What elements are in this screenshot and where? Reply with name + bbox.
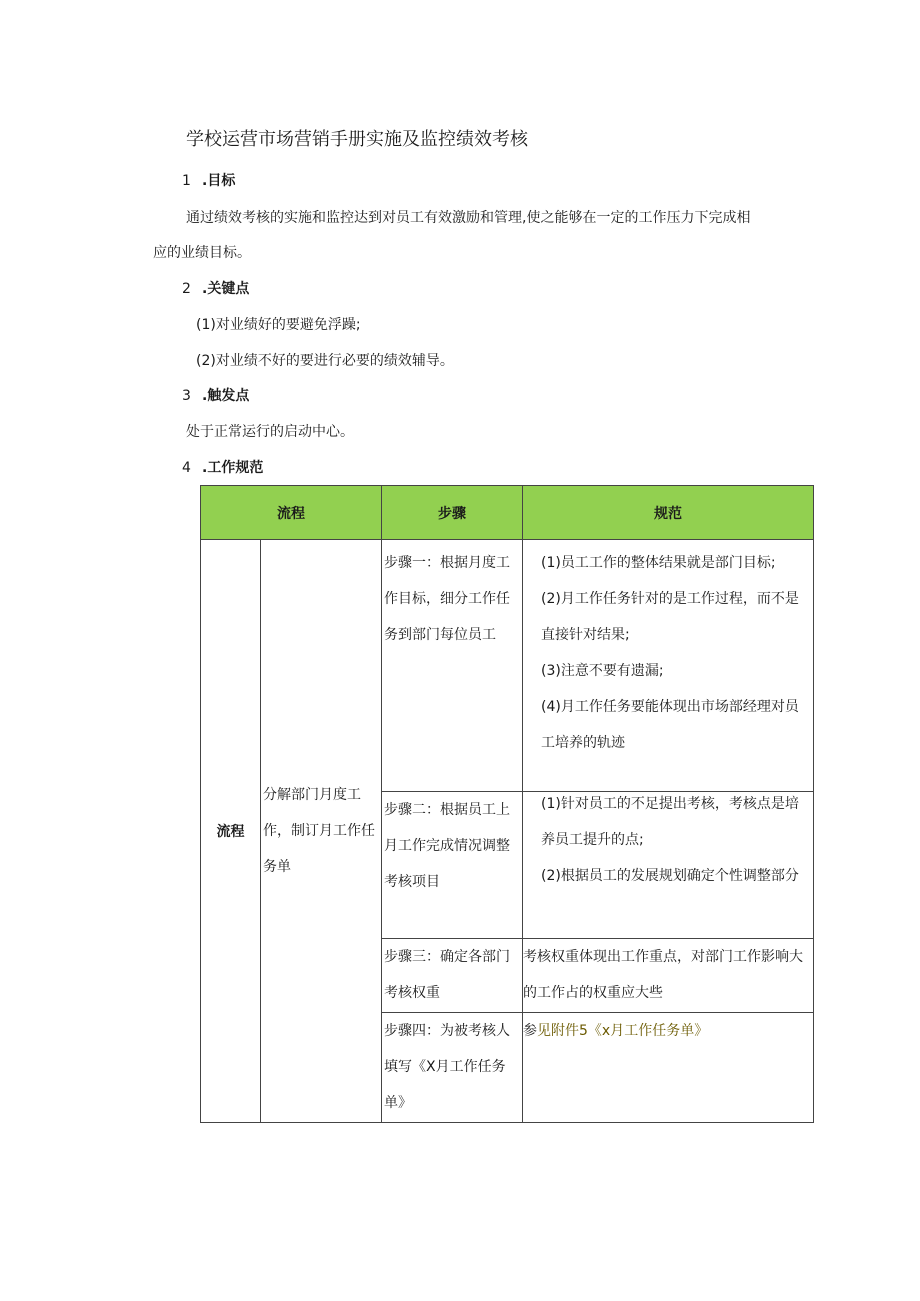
flow-sub-text: 分解部门月度工作，制订月工作任务单 (263, 787, 375, 875)
step-cell (382, 1013, 523, 1123)
spec-text (523, 786, 813, 894)
step-text: 步骤二：根据员工上月工作完成情况调整考核项目 (384, 802, 510, 890)
spec-line: (1)针对员工的不足提出考核，考核点是培养员工提升的点; (541, 796, 799, 848)
step-text: 步骤三：确定各部门考核权重 (384, 949, 510, 1001)
section-title: .触发点 (202, 388, 250, 404)
trigger-text: 处于正常运行的启动中心。 (186, 424, 354, 440)
spec-cell (523, 792, 814, 939)
spec-cell (523, 540, 814, 792)
table-header-row (201, 486, 814, 540)
section-heading-keypoints (182, 278, 249, 298)
spec-text (523, 1013, 813, 1049)
flow-label: 流程 (201, 540, 261, 1123)
spec-cell (523, 939, 814, 1013)
table-row (201, 540, 814, 792)
spec-cell (523, 1013, 814, 1123)
step-cell (382, 939, 523, 1013)
spec-text: 考核权重体现出工作重点，对部门工作影响大的工作占的权重应大些 (523, 949, 803, 1001)
section-number: 3 (182, 388, 191, 404)
section-number: 1 (182, 173, 191, 189)
goal-text-line2: 应的业绩目标。 (153, 245, 251, 261)
step-text: 步骤一：根据月度工作目标，细分工作任务到部门每位员工 (384, 555, 510, 643)
spec-prefix: 参 (523, 1023, 537, 1039)
goal-text-line1: 通过绩效考核的实施和监控达到对员工有效激励和管理,使之能够在一定的工作压力下完成相 (186, 210, 751, 226)
section-title: .关键点 (202, 281, 250, 297)
spec-line: (2)月工作任务针对的是工作过程，而不是直接针对结果; (541, 591, 799, 643)
page-title: 学校运营市场营销手册实施及监控绩效考核 (186, 129, 528, 150)
section-heading-trigger (182, 385, 249, 405)
header-flow: 流程 (201, 486, 382, 540)
header-spec: 规范 (523, 486, 814, 540)
attachment-link[interactable]: 见附件5《x月工作任务单》 (537, 1023, 709, 1039)
flow-sub-label (261, 540, 382, 1123)
step-text: 步骤四：为被考核人填写《X月工作任务单》 (384, 1023, 510, 1111)
section-number: 2 (182, 281, 191, 297)
section-heading-goal (182, 170, 235, 190)
section-number: 4 (182, 460, 191, 476)
section-title: .目标 (202, 173, 236, 189)
spec-line: (1)员工工作的整体结果就是部门目标; (541, 555, 776, 571)
spec-line: (3)注意不要有遗漏; (541, 663, 664, 679)
spec-text (523, 545, 813, 761)
keypoint-item-2: (2)对业绩不好的要进行必要的绩效辅导。 (196, 353, 454, 369)
section-title: .工作规范 (202, 460, 264, 476)
work-spec-table (200, 485, 814, 1123)
spec-line: (4)月工作任务要能体现出市场部经理对员工培养的轨迹 (541, 699, 799, 751)
header-step: 步骤 (382, 486, 523, 540)
step-cell (382, 792, 523, 939)
step-cell (382, 540, 523, 792)
spec-line: (2)根据员工的发展规划确定个性调整部分 (541, 868, 799, 884)
keypoint-item-1: (1)对业绩好的要避免浮躁; (196, 317, 361, 333)
section-heading-spec (182, 457, 263, 477)
